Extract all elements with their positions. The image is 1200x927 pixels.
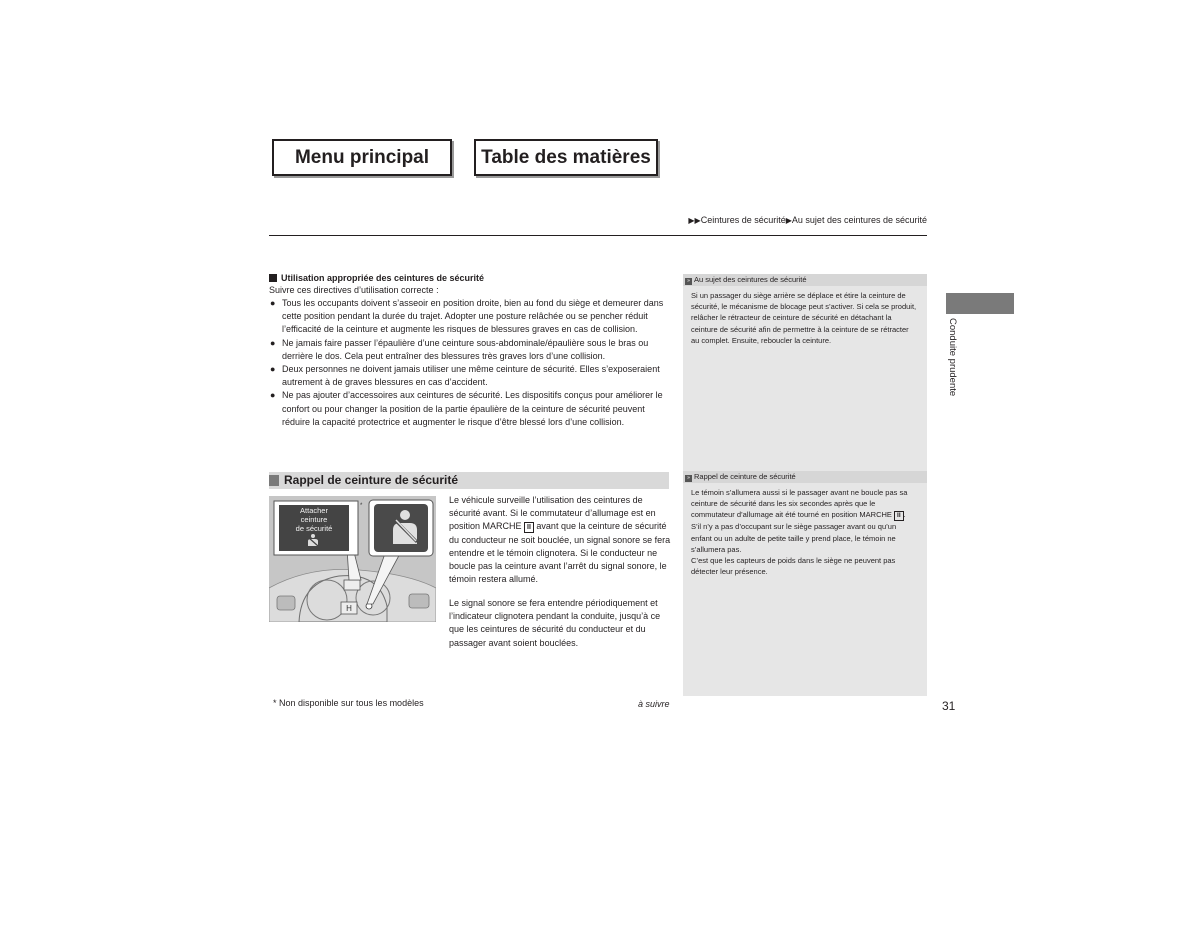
- note-title: Au sujet des ceintures de sécurité: [694, 275, 807, 284]
- dashboard-illustration: [269, 496, 436, 622]
- note-icon: »: [685, 278, 692, 285]
- list-item-text: Ne jamais faire passer l’épaulière d’une ceinture sous-abdominale/épaulière sous le bras ou derrière le dos. Cela peut entraîner des blessures très graves lors d’une collision.: [282, 337, 649, 361]
- chapter-tab[interactable]: [946, 293, 1014, 314]
- reminder-paragraph-2: Le signal sonore se fera entendre périodiquement et l’indicateur clignotera pendant la conduite, jusqu’à ce que les ceintures de sécurité du conducteur et du passager avant soient bouclées.: [449, 598, 661, 648]
- reminder-paragraph-1: [449, 494, 671, 586]
- bullet-icon: ●: [270, 390, 276, 401]
- usage-bullet-list: [269, 297, 669, 429]
- list-item-text: Tous les occupants doivent s’asseoir en position droite, bien au fond du siège et demeurer dans cette position pendant la durée du trajet. Adopter une posture relâchée ou se pencher réduit l’efficacité de la ceinture et augmente les risques de blessures graves en cas de collision.: [282, 298, 664, 335]
- display-line: Attacher: [300, 506, 328, 515]
- note-heading: [683, 274, 927, 286]
- arrow-icon: ▶: [785, 216, 792, 225]
- notes-sidebar: [683, 274, 927, 696]
- list-item: [269, 363, 669, 389]
- list-item: [269, 297, 669, 337]
- breadcrumb-item-about-seatbelts[interactable]: Au sujet des ceintures de sécurité: [791, 215, 927, 225]
- section-header-bar: [269, 472, 669, 489]
- list-item: [269, 337, 669, 363]
- list-item-text: Ne pas ajouter d’accessoires aux ceintures de sécurité. Les dispositifs conçus pour améliorer le confort ou pour changer la position de la partie épaulière de la ceinture de sécurité peuvent réduire la capacité protectrice et augmenter le risque d’être blessé lors d’une collision.: [282, 390, 663, 427]
- square-bullet-icon: [269, 274, 277, 282]
- bullet-icon: ●: [270, 364, 276, 375]
- ignition-position-badge: II: [524, 522, 534, 533]
- display-line: de sécurité: [295, 524, 333, 533]
- breadcrumb: [688, 215, 927, 225]
- list-item: [269, 389, 669, 429]
- ignition-position-badge: II: [894, 511, 904, 521]
- usage-heading-text: Utilisation appropriée des ceintures de sécurité: [281, 273, 485, 283]
- paragraph-text: avant que la ceinture de sécurité du conducteur ne soit bouclée, un signal sonore se fera entendre et le témoin clignotera. Si le conducteur ne boucle pas la ceinture avant l’arrêt du signal sonore, le témoin restera allumé.: [449, 521, 671, 585]
- section-square-icon: [269, 475, 279, 486]
- table-of-contents-button[interactable]: Table des matières: [474, 139, 658, 176]
- note-text: .: [903, 510, 906, 520]
- note-heading: [683, 471, 927, 483]
- note-text: C’est que les capteurs de poids dans le siège ne peuvent pas détecter leur présence.: [691, 556, 896, 577]
- continue-label: à suivre: [638, 699, 670, 709]
- svg-text:H: H: [346, 604, 352, 613]
- chapter-tab-label: Conduite prudente: [947, 318, 958, 397]
- double-arrow-icon: ▶▶: [688, 216, 701, 225]
- breadcrumb-item-seatbelts[interactable]: Ceintures de sécurité: [700, 215, 786, 225]
- section-title: Rappel de ceinture de sécurité: [284, 473, 459, 487]
- model-asterisk: *: [360, 503, 363, 509]
- note-title: Rappel de ceinture de sécurité: [694, 472, 796, 481]
- bullet-icon: ●: [270, 298, 276, 308]
- list-item-text: Deux personnes ne doivent jamais utiliser une même ceinture de sécurité. Elles s’exposeraient autrement à de graves blessures en cas d’accident.: [282, 364, 660, 388]
- usage-intro: Suivre ces directives d’utilisation correcte :: [269, 285, 439, 295]
- display-message: [279, 506, 349, 533]
- note-body: Si un passager du siège arrière se déplace et étire la ceinture de sécurité, le mécanisme de blocage peut s’activer. Si cela se produit, relâcher le rétracteur de ceinture de sécurité en détachant la ceinture de sécurité afin de permettre à la ceinture de se rétracter au complet. Ensuite, reboucler la ceinture.: [691, 291, 917, 345]
- main-menu-button[interactable]: Menu principal: [272, 139, 452, 176]
- note-icon: »: [685, 475, 692, 482]
- header-divider: [269, 235, 927, 236]
- note-body: [691, 487, 919, 577]
- paragraph-text: Le véhicule surveille l’utilisation des ceintures de sécurité avant. Si le commutateur d’allumage est en position MARCHE: [449, 495, 656, 532]
- page-number: 31: [942, 699, 956, 713]
- note-text: Le témoin s’allumera aussi si le passager avant ne boucle pas sa ceinture de sécurité dans les six secondes après que le commutateur d’allumage ait été tourné en position MARCHE: [691, 488, 908, 520]
- note-text: S’il n’y a pas d’occupant sur le siège passager avant ou qu’un enfant ou un adulte de petite taille y prend place, le témoin ne s’allumera pas.: [691, 522, 897, 554]
- display-line: ceinture: [300, 515, 328, 524]
- bullet-icon: ●: [270, 337, 276, 348]
- footnote: * Non disponible sur tous les modèles: [273, 698, 424, 708]
